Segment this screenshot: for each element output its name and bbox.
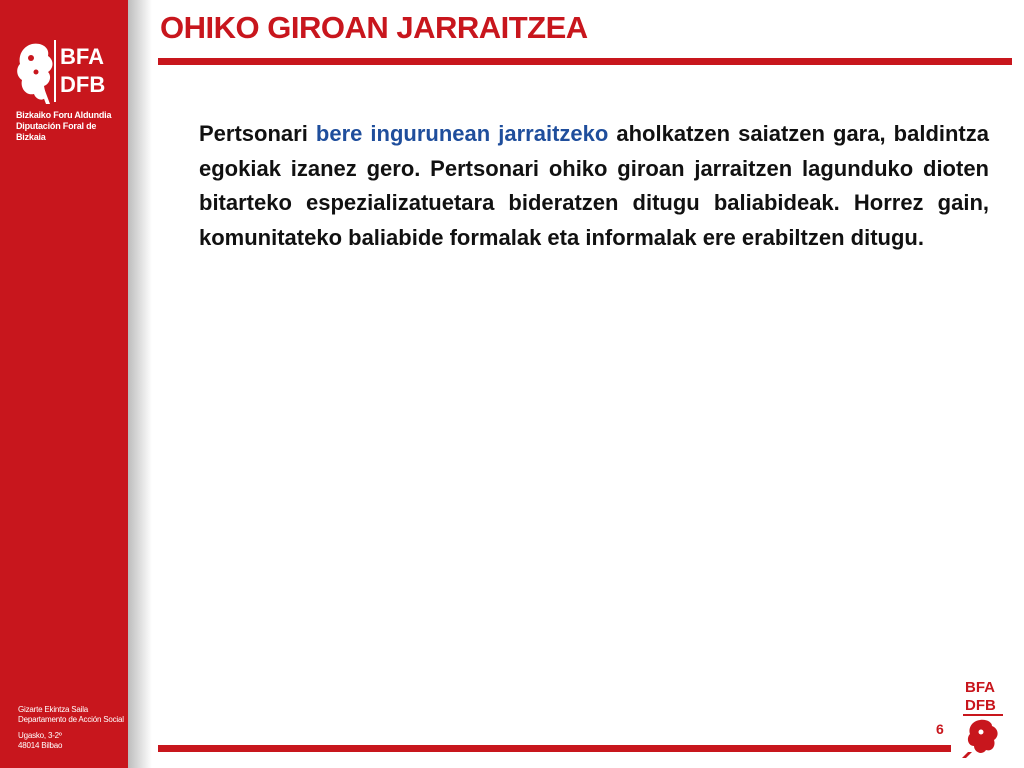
org-name-basque: Bizkaiko Foru Aldundia <box>16 110 112 120</box>
bfa-dfb-logo <box>14 38 114 104</box>
body-text-part-1: Pertsonari <box>199 121 316 146</box>
footer-logo-line-1: BFA <box>965 679 995 696</box>
logo-line-2: DFB <box>60 72 106 97</box>
body-text-part-2: aholkatzen saiatzen gara, baldintza egokiak izanez gero. Pertsonari ohiko giroan jarraitzen lagunduko dioten bitarteko espezializatuetara bideratzen ditugu baliabideak. Horrez gain, komunitateko baliabide formalak eta informalak ere erabiltzen ditugu. <box>199 121 989 250</box>
footer-divider <box>158 745 951 752</box>
footer-logo <box>960 676 1008 758</box>
address-street: Ugasko, 3-2º <box>18 731 62 740</box>
sidebar <box>0 0 128 768</box>
slide-title: OHIKO GIROAN JARRAITZEA <box>160 10 588 45</box>
slide-body-text <box>199 117 989 255</box>
address-city: 48014 Bilbao <box>18 741 63 750</box>
sidebar-shadow <box>128 0 152 768</box>
department-info <box>18 705 124 751</box>
body-text-highlight: bere ingurunean jarraitzeko <box>315 121 609 146</box>
dept-name-spanish: Departamento de Acción Social <box>18 715 124 724</box>
footer-logo-line-2: DFB <box>965 697 996 714</box>
logo-line-1: BFA <box>60 44 104 69</box>
title-divider <box>158 58 1012 65</box>
org-name-spanish: Diputación Foral de Bizkaia <box>16 121 97 142</box>
page-number: 6 <box>936 721 944 737</box>
dept-name-basque: Gizarte Ekintza Saila <box>18 705 89 714</box>
organization-name <box>16 110 128 143</box>
